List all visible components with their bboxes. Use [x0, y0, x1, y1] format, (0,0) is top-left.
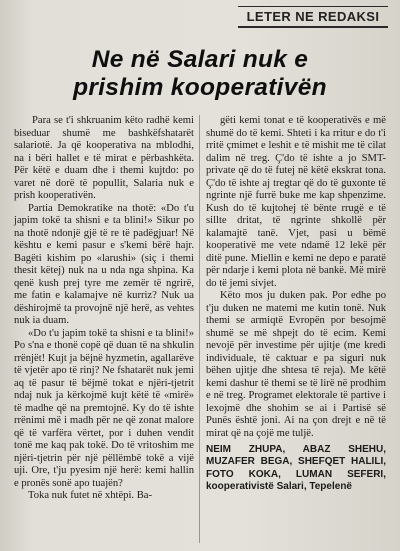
- article-paragraph: Toka nuk futet në xhtëpi. Ba-: [28, 490, 152, 501]
- article-paragraph: Partia Demokratike na thotë: «Do t'u japim tokë ta shisni e ta blini!» Sikur po na thotë ndonjë gjë të re të padëgjuar! Në kështu e kemi pasur e s'kemi bërë hajr. Bagëti kishim po «larushi» (siç i themi thesit këtej) nuk na u nda nga shpina. Ka qenë kush prej tyre me zemër të ngrirë, me fatin e kalamajve në kurriz? Nuk ua dëshirojmë ta provojnë një herë, as vehtes nuk ia duam.: [14, 202, 194, 326]
- article-paragraph: «Do t'u japim tokë ta shisni e ta blini!» Po s'na e thonë copë që duan të na shkulin rrënjët! Kujt ja bëjnë hyzmetin, agallarëve të vjetër apo të rinj? Ne fshatarët nuk jemi aq të pasur të bëjmë tokat e njëri-tjetrit ndaj nuk ja kërkojmë kujt këtë të «mirë» të madhe që na premtojnë. Ky do të ishte rrënimi më i madh për ne që zonat malore që të varfëra vërtet, por i duhen vendit tonë me kaq pak tokë. Do të vritoshim me njëri-tjetrin për një pëllëmbë tokë a vijë uji. Ore, t'ju pyesim një herë: kemi hallin e pronës sonë apo tuajën?: [14, 327, 194, 489]
- article-paragraph: Para se t'i shkruanim këto radhë kemi biseduar shumë me bashkëfshatarët salariotë. Ja që kooperativa na mblodhi, na i bëri hallet e të mirat e përbashkëta. Për këtë e duam dhe i themi kujtdo: po varet në dorë të popullit, Salaria nuk e prish kooperativën.: [14, 115, 194, 201]
- article-signature: NEIM ZHUPA, ABAZ SHEHU, MUZAFER BEGA, SHEFQET HALILI, FOTO KOKA, LUMAN SEFERI, kooperativistë Salari, Tepelenë: [206, 444, 386, 492]
- rubric-label: LETER NE REDAKSI: [246, 9, 380, 25]
- article-paragraph: Këto mos ju duken pak. Por edhe po t'ju duken ne matemi me kutin tonë. Nuk themi se armiqtë Evropën por besojmë shumë se më shpejt do të ecim. Kemi nevojë për investime për ujitje (me kredi individuale, të caktuar e pa siguri nuk bëhen ujitje dhe shtesa të reja). Me këtë kemi dashur të themi se të lirë në prodhim e në treg. Programet elektorale të partive i lexojmë dhe shohim se ai i Partisë së Punës është joni. Ai na çon drejt e në të mirat që na çojë me tuljë.: [206, 290, 386, 439]
- article-headline: [30, 46, 370, 102]
- article-column-left: [14, 115, 194, 503]
- article-column-right: [206, 115, 386, 493]
- headline-line-2: prishim kooperativën: [73, 74, 327, 101]
- column-divider: [199, 115, 200, 543]
- article-paragraph: gëti kemi tonat e të kooperativës e më shumë do të kemi. Shteti i ka rritur e do t'i rritë çmimet e leshit e të mishit me të cilat dalim në treg. Ç'do të ishte a jo SMT-private që do të futej në këtë ekskrat tona. Ç'do të ishte aj tregtar që do të guxonte të ngrinte një furrë buke me kap shpenzime. Kush do të kujtohej të bënte rrugë e të sillte dritat, të ngrinte shkollë për kalamajtë tanë. Vjet, pasi u bëmë kooperativë me vete ndamë 12 lekë për ditë pune. Miellin e kemi ne depo e paratë për ndarje i kemi plota në bankë. Më mirë do të jemi sivjet.: [206, 115, 386, 289]
- rubric-bottom-rule: [238, 26, 388, 27]
- rubric-top-rule: [238, 6, 388, 7]
- section-rubric: [238, 6, 388, 28]
- headline-line-1: Ne në Salari nuk e: [91, 46, 309, 73]
